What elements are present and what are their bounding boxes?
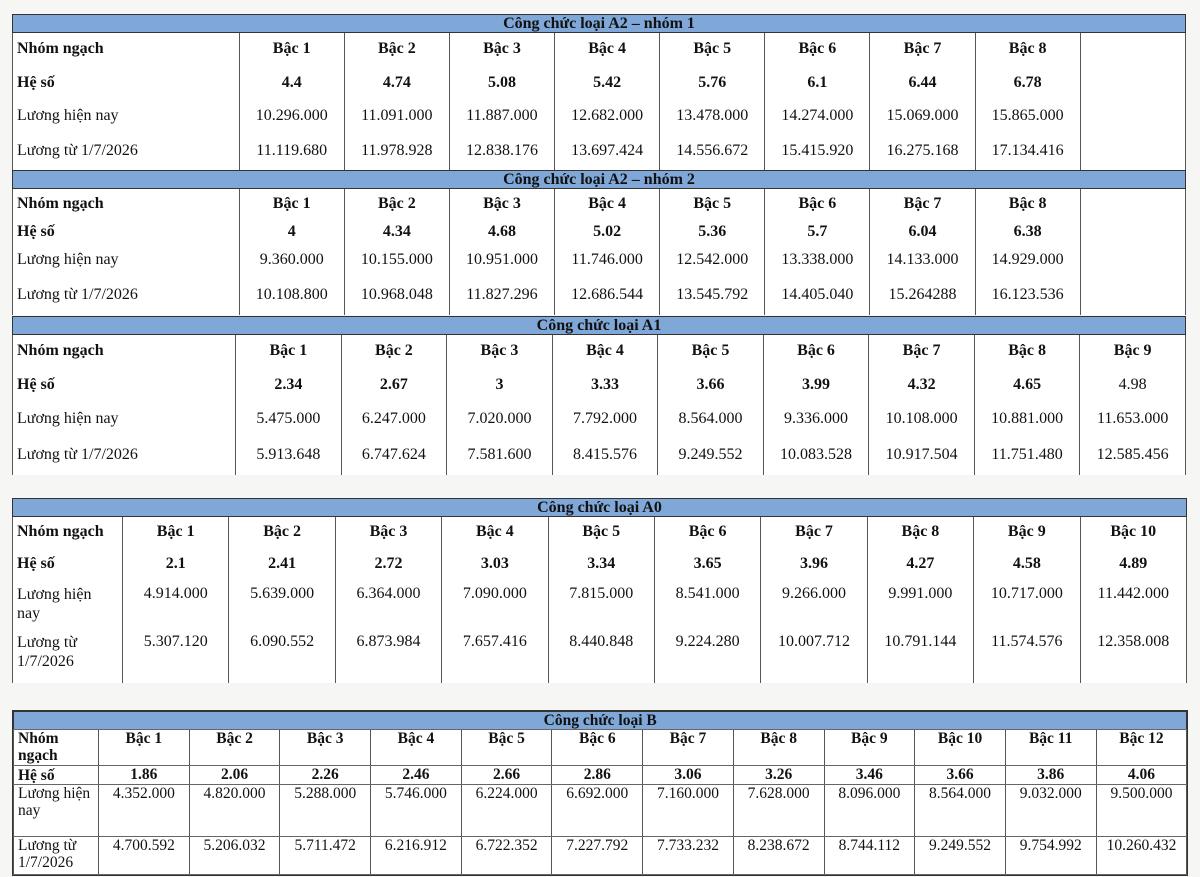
cell: 17.134.416 xyxy=(975,131,1080,171)
cell: 5.08 xyxy=(449,65,554,101)
cell: 15.264288 xyxy=(870,275,975,315)
row-label: Lương hiện nay xyxy=(14,785,99,837)
cell: 13.545.792 xyxy=(660,275,765,315)
cell: 3.66 xyxy=(658,367,764,403)
cell: 11.751.480 xyxy=(974,435,1080,475)
row-label: Lương từ 1/7/2026 xyxy=(13,275,240,315)
cell: 1.86 xyxy=(99,766,190,785)
cell: 6.78 xyxy=(975,65,1080,101)
cell: 14.929.000 xyxy=(975,245,1080,275)
cell: 10.007.712 xyxy=(761,631,867,683)
cell: 12.358.008 xyxy=(1080,631,1186,683)
cell: 12.686.544 xyxy=(555,275,660,315)
cell: 7.227.792 xyxy=(552,837,643,875)
cell: 10.717.000 xyxy=(974,581,1080,631)
cell: Bậc 7 xyxy=(643,730,734,766)
cell xyxy=(1080,275,1185,315)
cell: Bậc 5 xyxy=(660,189,765,219)
cell: 5.711.472 xyxy=(280,837,371,875)
cell: 5.206.032 xyxy=(189,837,280,875)
cell: 3.26 xyxy=(733,766,824,785)
cell: 4.68 xyxy=(449,219,554,245)
cell: 5.76 xyxy=(660,65,765,101)
cell: 7.160.000 xyxy=(643,785,734,837)
cell: 5.288.000 xyxy=(280,785,371,837)
cell: 11.119.680 xyxy=(239,131,344,171)
cell: 5.639.000 xyxy=(229,581,335,631)
cell: 7.733.232 xyxy=(643,837,734,875)
table-title: Công chức loại A2 – nhóm 2 xyxy=(13,171,1186,189)
cell: 10.083.528 xyxy=(763,435,869,475)
cell: 6.090.552 xyxy=(229,631,335,683)
cell: 3.06 xyxy=(643,766,734,785)
cell: 2.06 xyxy=(189,766,280,785)
cell: Bậc 7 xyxy=(869,335,975,367)
cell: 4.27 xyxy=(867,547,973,581)
cell: 4.914.000 xyxy=(123,581,229,631)
cell: 7.581.600 xyxy=(447,435,553,475)
cell: 3.46 xyxy=(824,766,915,785)
cell: Bậc 4 xyxy=(371,730,462,766)
cell: Bậc 6 xyxy=(763,335,869,367)
cell xyxy=(1080,101,1185,131)
cell: 7.657.416 xyxy=(442,631,548,683)
cell: 5.36 xyxy=(660,219,765,245)
cell: 4 xyxy=(239,219,344,245)
cell: 6.38 xyxy=(975,219,1080,245)
row-label: Nhóm ngạch xyxy=(13,335,236,367)
cell: 10.881.000 xyxy=(974,403,1080,435)
cell: 8.564.000 xyxy=(658,403,764,435)
cell: 9.754.992 xyxy=(1005,837,1096,875)
cell: 8.564.000 xyxy=(915,785,1006,837)
cell: 4.352.000 xyxy=(99,785,190,837)
cell: Bậc 8 xyxy=(733,730,824,766)
cell: Bậc 9 xyxy=(1080,335,1186,367)
cell: 3.66 xyxy=(915,766,1006,785)
cell: 2.34 xyxy=(236,367,342,403)
cell: 13.478.000 xyxy=(660,101,765,131)
cell: 8.415.576 xyxy=(552,435,658,475)
cell: 8.541.000 xyxy=(654,581,760,631)
cell: Bậc 1 xyxy=(239,33,344,65)
row-label: Lương từ 1/7/2026 xyxy=(14,837,99,875)
cell: 14.405.040 xyxy=(765,275,870,315)
cell: Bậc 4 xyxy=(555,33,660,65)
cell: 12.838.176 xyxy=(449,131,554,171)
cell: 7.020.000 xyxy=(447,403,553,435)
cell: 12.585.456 xyxy=(1080,435,1186,475)
cell: 10.108.800 xyxy=(239,275,344,315)
cell: Bậc 7 xyxy=(761,517,867,547)
cell: 5.475.000 xyxy=(236,403,342,435)
cell: 4.74 xyxy=(344,65,449,101)
cell: 2.1 xyxy=(123,547,229,581)
cell: 15.415.920 xyxy=(765,131,870,171)
cell: 3.34 xyxy=(548,547,654,581)
row-label: Lương từ 1/7/2026 xyxy=(13,131,240,171)
cell: 11.574.576 xyxy=(974,631,1080,683)
row-label: Hệ số xyxy=(13,367,236,403)
cell: 14.556.672 xyxy=(660,131,765,171)
cell: 6.44 xyxy=(870,65,975,101)
cell: Bậc 7 xyxy=(870,33,975,65)
cell: 4.34 xyxy=(344,219,449,245)
cell: 7.792.000 xyxy=(552,403,658,435)
cell: 13.697.424 xyxy=(555,131,660,171)
cell: Bậc 2 xyxy=(341,335,447,367)
cell: Bậc 2 xyxy=(344,189,449,219)
cell: Bậc 6 xyxy=(765,189,870,219)
row-label: Lương hiện nay xyxy=(13,581,123,631)
cell: 6.216.912 xyxy=(371,837,462,875)
cell: Bậc 10 xyxy=(915,730,1006,766)
row-label: Nhóm ngạch xyxy=(13,189,240,219)
row-label: Lương hiện nay xyxy=(13,245,240,275)
row-label: Nhóm ngạch xyxy=(14,730,99,766)
cell: 7.090.000 xyxy=(442,581,548,631)
cell: 8.744.112 xyxy=(824,837,915,875)
cell: 16.123.536 xyxy=(975,275,1080,315)
cell: 4.820.000 xyxy=(189,785,280,837)
cell: Bậc 1 xyxy=(239,189,344,219)
cell: 8.096.000 xyxy=(824,785,915,837)
cell: 6.692.000 xyxy=(552,785,643,837)
cell: 6.364.000 xyxy=(335,581,441,631)
cell: 11.091.000 xyxy=(344,101,449,131)
cell: 4.32 xyxy=(869,367,975,403)
row-label: Hệ số xyxy=(13,65,240,101)
cell: 5.913.648 xyxy=(236,435,342,475)
cell: Bậc 5 xyxy=(658,335,764,367)
cell: 10.917.504 xyxy=(869,435,975,475)
table-title: Công chức loại A2 – nhóm 1 xyxy=(13,15,1186,33)
cell: 9.500.000 xyxy=(1096,785,1187,837)
cell: 6.1 xyxy=(765,65,870,101)
cell: Bậc 11 xyxy=(1005,730,1096,766)
row-label: Hệ số xyxy=(14,766,99,785)
cell: 9.360.000 xyxy=(239,245,344,275)
cell: 6.873.984 xyxy=(335,631,441,683)
cell: Bậc 1 xyxy=(236,335,342,367)
cell: 15.069.000 xyxy=(870,101,975,131)
cell: Bậc 5 xyxy=(461,730,552,766)
cell xyxy=(1080,33,1185,65)
cell: Bậc 2 xyxy=(344,33,449,65)
cell: 9.249.552 xyxy=(658,435,764,475)
cell: 7.815.000 xyxy=(548,581,654,631)
row-label: Lương từ 1/7/2026 xyxy=(13,435,236,475)
cell: 3.03 xyxy=(442,547,548,581)
cell: 2.66 xyxy=(461,766,552,785)
cell: Bậc 3 xyxy=(449,189,554,219)
cell: 10.296.000 xyxy=(239,101,344,131)
cell: 10.108.000 xyxy=(869,403,975,435)
cell: 3.65 xyxy=(654,547,760,581)
cell: 12.542.000 xyxy=(660,245,765,275)
cell: 14.274.000 xyxy=(765,101,870,131)
salary-table-a2-group2 xyxy=(12,170,1186,315)
cell: 5.307.120 xyxy=(123,631,229,683)
cell: 4.58 xyxy=(974,547,1080,581)
cell: 11.887.000 xyxy=(449,101,554,131)
cell: 10.951.000 xyxy=(449,245,554,275)
cell: Bậc 1 xyxy=(99,730,190,766)
cell: 15.865.000 xyxy=(975,101,1080,131)
cell: 9.336.000 xyxy=(763,403,869,435)
cell: 8.440.848 xyxy=(548,631,654,683)
cell: 6.04 xyxy=(870,219,975,245)
cell: Bậc 9 xyxy=(824,730,915,766)
cell: 4.06 xyxy=(1096,766,1187,785)
cell: 3.96 xyxy=(761,547,867,581)
table-title: Công chức loại B xyxy=(14,712,1187,730)
cell: 6.247.000 xyxy=(341,403,447,435)
cell: Bậc 8 xyxy=(975,189,1080,219)
cell: 9.266.000 xyxy=(761,581,867,631)
cell: Bậc 4 xyxy=(555,189,660,219)
cell: 11.978.928 xyxy=(344,131,449,171)
cell xyxy=(1080,131,1185,171)
cell: 12.682.000 xyxy=(555,101,660,131)
cell: Bậc 3 xyxy=(335,517,441,547)
cell: 3.99 xyxy=(763,367,869,403)
cell: 2.41 xyxy=(229,547,335,581)
row-label: Nhóm ngạch xyxy=(13,33,240,65)
cell: 5.42 xyxy=(555,65,660,101)
salary-table-a2-group1 xyxy=(12,14,1186,171)
cell: 10.260.432 xyxy=(1096,837,1187,875)
cell: 13.338.000 xyxy=(765,245,870,275)
cell: 2.67 xyxy=(341,367,447,403)
cell: Bậc 5 xyxy=(548,517,654,547)
cell: 2.46 xyxy=(371,766,462,785)
cell: 11.827.296 xyxy=(449,275,554,315)
cell: 11.746.000 xyxy=(555,245,660,275)
row-label: Hệ số xyxy=(13,219,240,245)
salary-table-a1 xyxy=(12,316,1186,475)
cell: Bậc 9 xyxy=(974,517,1080,547)
cell: Bậc 4 xyxy=(442,517,548,547)
cell: 11.442.000 xyxy=(1080,581,1186,631)
cell: Bậc 8 xyxy=(975,33,1080,65)
cell: 8.238.672 xyxy=(733,837,824,875)
cell: 5.02 xyxy=(555,219,660,245)
salary-table-b xyxy=(12,710,1188,876)
cell xyxy=(1080,65,1185,101)
cell: 9.224.280 xyxy=(654,631,760,683)
cell: 2.72 xyxy=(335,547,441,581)
cell: Bậc 5 xyxy=(660,33,765,65)
table-title: Công chức loại A1 xyxy=(13,317,1186,335)
cell: 16.275.168 xyxy=(870,131,975,171)
cell: Bậc 4 xyxy=(552,335,658,367)
cell xyxy=(1080,189,1185,219)
cell: Bậc 6 xyxy=(654,517,760,547)
cell: Bậc 10 xyxy=(1080,517,1186,547)
cell: 10.155.000 xyxy=(344,245,449,275)
row-label: Lương từ 1/7/2026 xyxy=(13,631,123,683)
row-label: Hệ số xyxy=(13,547,123,581)
cell: 9.249.552 xyxy=(915,837,1006,875)
cell: Bậc 1 xyxy=(123,517,229,547)
cell: Bậc 3 xyxy=(280,730,371,766)
cell: 6.224.000 xyxy=(461,785,552,837)
cell: 9.991.000 xyxy=(867,581,973,631)
row-label: Lương hiện nay xyxy=(13,403,236,435)
cell: 5.746.000 xyxy=(371,785,462,837)
cell: 6.722.352 xyxy=(461,837,552,875)
cell: Bậc 12 xyxy=(1096,730,1187,766)
cell: Bậc 8 xyxy=(867,517,973,547)
cell: 4.4 xyxy=(239,65,344,101)
cell xyxy=(1080,219,1185,245)
cell: 4.700.592 xyxy=(99,837,190,875)
cell: 2.26 xyxy=(280,766,371,785)
cell xyxy=(1080,245,1185,275)
cell: 11.653.000 xyxy=(1080,403,1186,435)
cell: 7.628.000 xyxy=(733,785,824,837)
cell: 3.33 xyxy=(552,367,658,403)
cell: 14.133.000 xyxy=(870,245,975,275)
cell: Bậc 2 xyxy=(229,517,335,547)
cell: Bậc 3 xyxy=(447,335,553,367)
salary-table-a0 xyxy=(12,498,1186,683)
row-label: Lương hiện nay xyxy=(13,101,240,131)
row-label: Nhóm ngạch xyxy=(13,517,123,547)
cell: Bậc 6 xyxy=(552,730,643,766)
table-title: Công chức loại A0 xyxy=(13,499,1187,517)
cell: 10.968.048 xyxy=(344,275,449,315)
cell: Bậc 7 xyxy=(870,189,975,219)
cell: 4.98 xyxy=(1080,367,1186,403)
cell: 9.032.000 xyxy=(1005,785,1096,837)
cell: 5.7 xyxy=(765,219,870,245)
cell: Bậc 3 xyxy=(449,33,554,65)
cell: 10.791.144 xyxy=(867,631,973,683)
cell: 4.65 xyxy=(974,367,1080,403)
cell: 2.86 xyxy=(552,766,643,785)
cell: Bậc 2 xyxy=(189,730,280,766)
cell: 4.89 xyxy=(1080,547,1186,581)
cell: Bậc 8 xyxy=(974,335,1080,367)
cell: 6.747.624 xyxy=(341,435,447,475)
cell: 3 xyxy=(447,367,553,403)
cell: 3.86 xyxy=(1005,766,1096,785)
cell: Bậc 6 xyxy=(765,33,870,65)
